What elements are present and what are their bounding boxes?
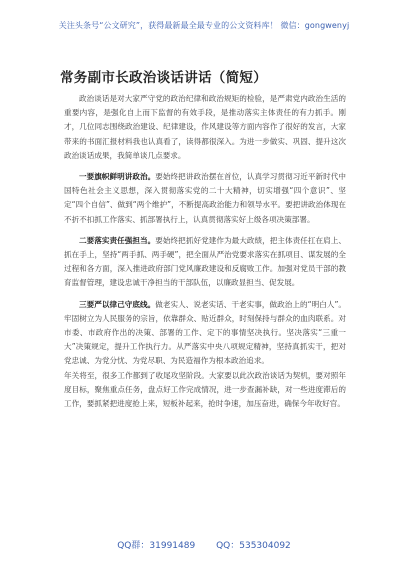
page-footer: [0, 538, 408, 551]
section-paragraph-1: [64, 170, 346, 227]
footer-qq-group: QQ群：31991489: [117, 541, 196, 551]
section-heading-3: 三要严以律己守底线。: [79, 299, 156, 309]
section-paragraph-2: [64, 234, 346, 291]
section-text-1: 要始终把讲政治摆在首位，认真学习贯彻习近平新时代中国特色社会主义思想，深入贯彻落实党的二十大精神，切实增强“四个意识”、坚定“四个自信”、做到“两个维护”，不断提高政治能力和领导水平。要把讲政治体现在不折不扣抓工作落实、抓部署执行上，认真贯彻落实好上级各项决策部署。: [64, 172, 346, 224]
intro-paragraph: 政治谈话是对大家严守党的政治纪律和政治规矩的检验，是严肃党内政治生活的重要内容，是强化自上而下监督的有效手段，是推动落实主体责任的有力抓手。刚才，几位同志围绕政治建设、纪律建设，作风建设等方面内容作了很好的发言，大家带来的书面汇报材料我也认真看了，读得都很深入。为进一步做实、巩固、提升这次政治谈话成果，我简单谈几点要求。: [64, 94, 346, 160]
closing-paragraph: 年关将至，很多工作都到了收尾攻坚阶段。大家要以此次政治谈话为契机，要对照年度目标，聚焦重点任务，盘点好工作完成情况，进一步查漏补缺，对一些进度滞后的工作，要抓紧把进度抢上来，短板补起来，抢时争速，加压奋进，确保今年收好官。: [64, 370, 346, 409]
page-title: 常务副市长政治谈话讲话（简短）: [60, 70, 267, 86]
promo-banner: 关注头条号“公文研究”，获得最新最全最专业的公文资料库！ 微信：gongwenyj: [58, 21, 350, 30]
document-body: [64, 92, 346, 411]
section-paragraph-3: [64, 298, 346, 369]
section-text-3: 做老实人、说老实话、干老实事，做政治上的“明白人”。牢固树立为人民服务的宗旨，依靠群众、贴近群众，时刻保持与群众的血肉联系。对市委、市政府作出的决策、部署的工作、定下的事情坚决执行。坚决落实“三重一大”决策规定，提升工作执行力。从严落实中央八项规定精神，坚持真抓实干，把对党忠诚、为党分忧、为党尽职、为民造福作为根本政治追求。: [64, 299, 347, 366]
footer-qq: QQ：535304092: [216, 541, 291, 551]
section-text-2: 要始终把抓好党建作为最大政绩，把主体责任扛在肩上、抓在手上，坚持“两手抓、两手硬”，把全面从严治党要求落实在抓项目、谋发展的全过程和各方面，深入推进政府部门党风廉政建设和反腐败工作。加强对党员干部的教育监督管理，建设忠诚干净担当的干部队伍，以廉政显担当、促发展。: [64, 235, 346, 288]
section-heading-2: 二要落实责任强担当。: [79, 235, 156, 245]
section-heading-1: 一要旗帜鲜明讲政治。: [79, 172, 156, 182]
